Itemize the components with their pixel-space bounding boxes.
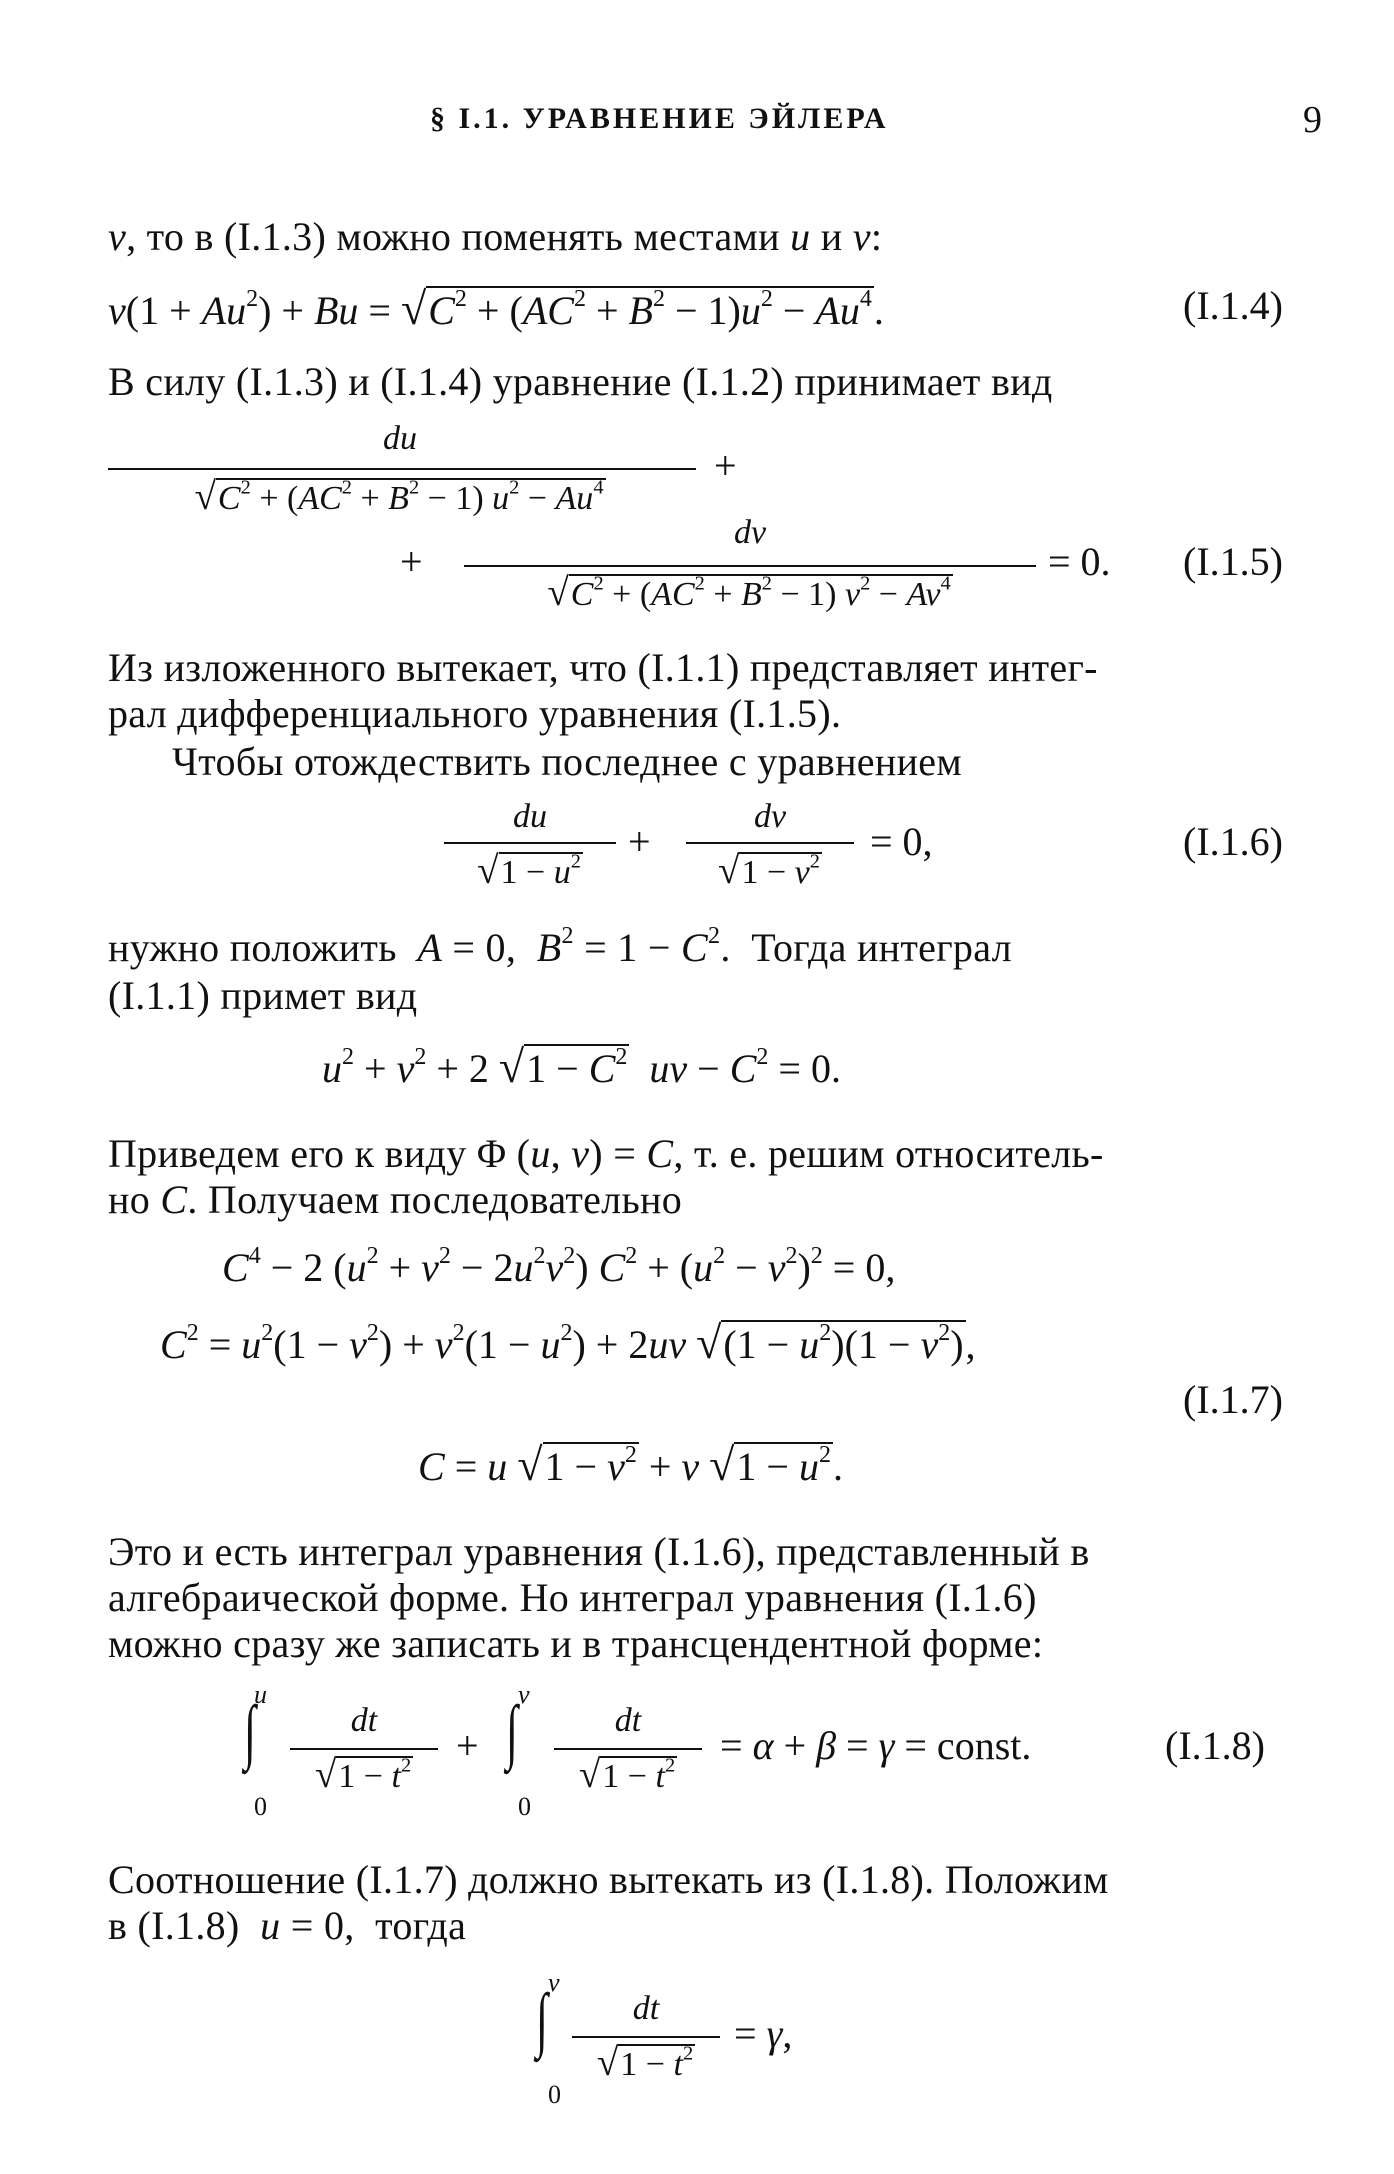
fraction-denominator: $√1 - t^2$ — [578, 1753, 676, 1796]
running-title: § I.1. УРАВНЕНИЕ ЭЙЛЕРА — [430, 102, 889, 135]
fraction-bar — [290, 1748, 438, 1750]
fraction-bar — [464, 565, 1036, 567]
fraction-bar — [444, 842, 616, 844]
equation-integral-form: $u^2 + v^2 + 2$ $√1 - C^2$ uv − $C^2 = 0$. — [322, 1041, 841, 1092]
equation-rhs: = α + β = γ = const. — [720, 1723, 1032, 1768]
integral-upper-limit: u — [254, 1680, 267, 1709]
paragraph-text: можно сразу же записать и в трансцендентной форме: — [108, 1621, 1044, 1666]
text-line: нужно положить A = 0, $B^2 = 1 - C^2$. Тогда интеграл — [108, 923, 1012, 970]
integral-upper-limit: v — [518, 1680, 530, 1709]
fraction-numerator: dt — [614, 1702, 642, 1739]
text-line: v, то в (I.1.3) можно поменять местами u и v: — [108, 214, 883, 259]
plus-sign: + — [400, 539, 423, 584]
fraction-denominator: $√1 - t^2$ — [596, 2041, 694, 2084]
fraction-bar — [554, 1748, 702, 1750]
fraction-numerator: dt — [632, 1990, 660, 2027]
paragraph-text: Из изложенного вытекает, что (I.1.1) представляет интег- — [108, 645, 1098, 690]
integral-lower-limit: 0 — [254, 1792, 267, 1821]
plus-sign: + — [714, 443, 737, 488]
text-line: но C. Получаем последовательно — [108, 1177, 682, 1222]
paragraph-text: Соотношение (I.1.7) должно вытекать из (I.1.8). Положим — [108, 1857, 1109, 1902]
paragraph-text: В силу (I.1.3) и (I.1.4) уравнение (I.1.2) принимает вид — [108, 359, 1053, 404]
integral-sign: ∫ — [535, 1979, 548, 2059]
fraction-denominator: $√1 - t^2$ — [314, 1753, 412, 1796]
paragraph-text: рал дифференциального уравнения (I.1.5). — [108, 691, 842, 736]
text-line: Приведем его к виду Φ (u, v) = C, т. е. решим относитель- — [108, 1131, 1104, 1176]
equation-number: (I.1.5) — [1183, 539, 1283, 584]
fraction-numerator: dv — [733, 514, 767, 551]
fraction-bar — [572, 2036, 720, 2038]
fraction-bar — [108, 468, 696, 470]
integral-sign: ∫ — [505, 1691, 518, 1771]
equation-c2: $C^2 = u^2(1 - v^2) + v^2(1 - u^2) + 2uv$ $√(1 - u^2)(1 - v^2)$, — [160, 1317, 976, 1368]
integral-sign: ∫ — [243, 1691, 256, 1771]
paragraph-text: Это и есть интеграл уравнения (I.1.6), представленный в — [108, 1529, 1090, 1574]
fraction-denominator: $√C^2 + (AC^2 + B^2 - 1) v^2 - Av^4$ — [547, 571, 951, 614]
text-line: в (I.1.8) u = 0, тогда — [108, 1903, 467, 1948]
plus-sign: + — [456, 1723, 479, 1768]
equals-zero: = 0. — [1048, 539, 1111, 584]
fraction-numerator: du — [513, 798, 547, 835]
fraction-denominator: $√1 - v^2$ — [718, 849, 820, 892]
fraction-bar — [686, 842, 854, 844]
equation-gamma: = γ, — [734, 2011, 793, 2056]
paragraph-text: (I.1.1) примет вид — [108, 973, 418, 1018]
integral-upper-limit: v — [548, 1968, 560, 1997]
paragraph-text: то в (I.1.3) можно поменять местами — [146, 214, 780, 259]
equation-c4: $C^4 - 2$ $(u^2 + v^2 - 2u^2v^2) C^2 + (u^2 - v^2)^2 = 0$, — [222, 1243, 896, 1290]
equation-1-1-4: $v(1 + Au^2) + Bu = √C^2 + (AC^2 + B^2 - 1)u^2 - Au^4$. — [108, 283, 884, 334]
equation-number: (I.1.4) — [1183, 283, 1283, 328]
paragraph-text: Чтобы отождествить последнее с уравнением — [172, 739, 962, 784]
fraction-numerator: du — [383, 420, 417, 457]
paragraph-text: алгебраической форме. Но интеграл уравнения (I.1.6) — [108, 1575, 1037, 1620]
equals-zero: = 0, — [870, 819, 933, 864]
equation-number: (I.1.8) — [1165, 1723, 1265, 1768]
fraction-denominator: $√C^2 + (AC^2 + B^2 - 1) u^2 - Au^4$ — [194, 475, 604, 518]
equation-number: (I.1.6) — [1183, 819, 1283, 864]
page-number: 9 — [1303, 99, 1322, 141]
plus-sign: + — [628, 819, 651, 864]
fraction-numerator: dv — [753, 798, 787, 835]
equation-number: (I.1.7) — [1183, 1377, 1283, 1422]
integral-lower-limit: 0 — [518, 1792, 531, 1821]
fraction-denominator: $√1 - u^2$ — [477, 849, 581, 892]
equation-c: C = u $√1 - v^2 + v$ $√1 - u^2$. — [418, 1439, 843, 1490]
fraction-numerator: dt — [350, 1702, 378, 1739]
integral-lower-limit: 0 — [548, 2080, 561, 2109]
